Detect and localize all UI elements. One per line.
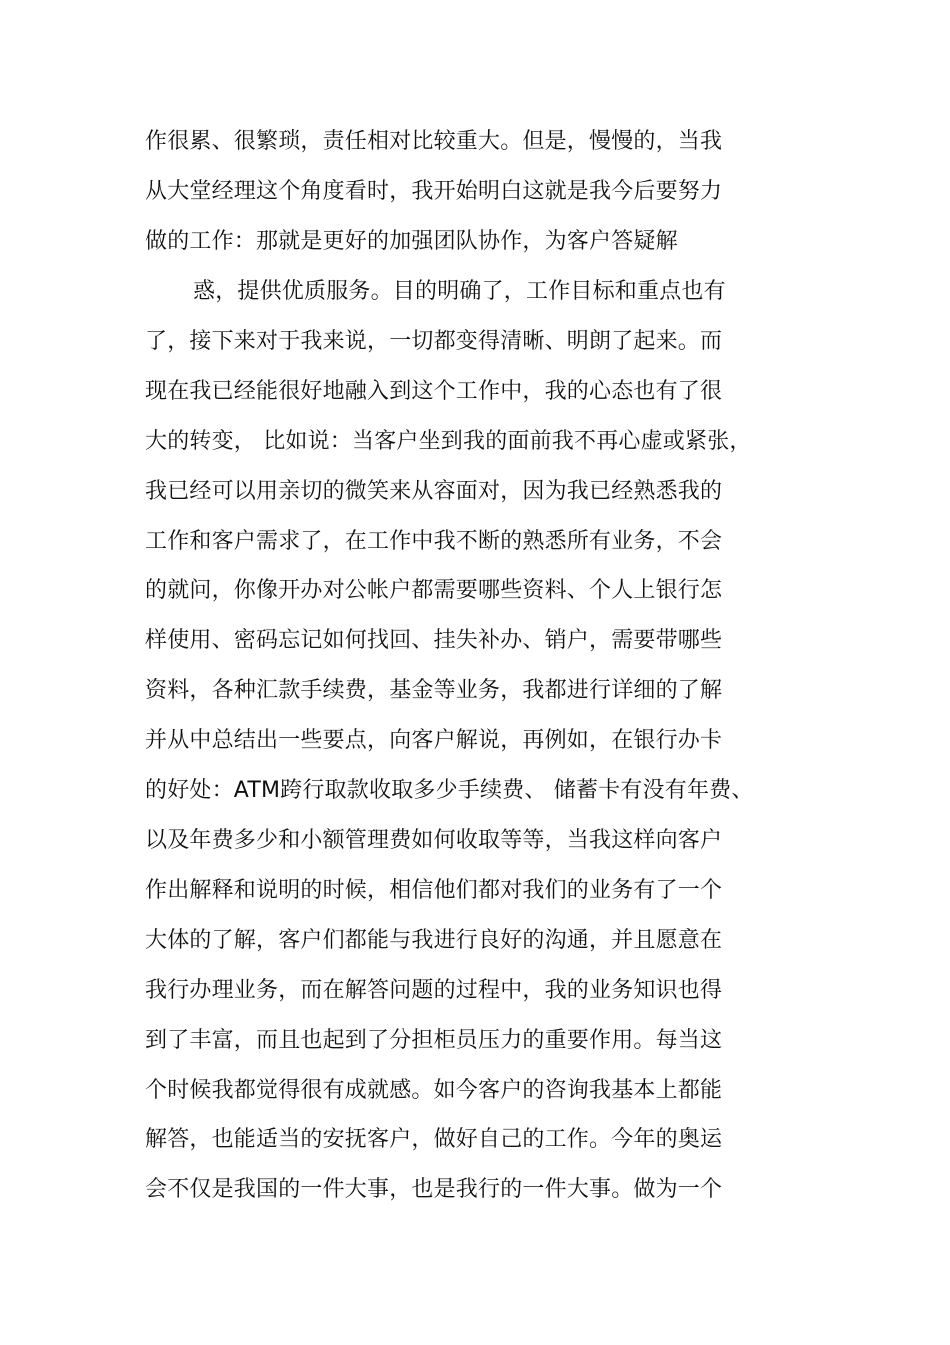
text-line: 资料，各种汇款手续费，基金等业务，我都进行详细的了解: [145, 678, 723, 703]
text-line: 的就问，你像开办对公帐户都需要哪些资料、个人上银行怎: [145, 578, 723, 603]
text-line: 我已经可以用亲切的微笑来从容面对，因为我已经熟悉我的: [145, 479, 723, 504]
text-line: 现在我已经能很好地融入到这个工作中，我的心态也有了很: [145, 379, 723, 404]
text-line: 大的转变， 比如说：当客户坐到我的面前我不再心虚或紧张，: [145, 429, 752, 454]
text-line: 并从中总结出一些要点，向客户解说，再例如，在银行办卡: [145, 728, 723, 753]
text-line: 以及年费多少和小额管理费如何收取等等，当我这样向客户: [145, 828, 723, 853]
text-line: 样使用、密码忘记如何找回、挂失补办、销户，需要带哪些: [145, 628, 723, 653]
text-line: 从大堂经理这个角度看时，我开始明白这就是我今后要努力: [145, 179, 723, 204]
text-line: 到了丰富，而且也起到了分担柜员压力的重要作用。每当这: [145, 1028, 723, 1053]
text-line: 大体的了解，客户们都能与我进行良好的沟通，并且愿意在: [145, 928, 723, 953]
text-line: 了，接下来对于我来说，一切都变得清晰、明朗了起来。而: [145, 329, 723, 354]
text-line: 个时候我都觉得很有成就感。如今客户的咨询我基本上都能: [145, 1078, 723, 1103]
text-line: 解答，也能适当的安抚客户，做好自己的工作。今年的奥运: [145, 1127, 723, 1152]
text-line: 工作和客户需求了，在工作中我不断的熟悉所有业务，不会: [145, 529, 723, 554]
text-line: 的好处：ATM跨行取款收取多少手续费、 储蓄卡有没有年费、: [145, 778, 754, 803]
text-line: 我行办理业务，而在解答问题的过程中，我的业务知识也得: [145, 978, 723, 1003]
text-line: 作出解释和说明的时候，相信他们都对我们的业务有了一个: [145, 878, 723, 903]
text-line: 做的工作：那就是更好的加强团队协作，为客户答疑解: [145, 229, 678, 254]
text-line: 作很累、很繁琐，责任相对比较重大。但是，慢慢的，当我: [145, 129, 723, 154]
text-line: 会不仅是我国的一件大事，也是我行的一件大事。做为一个: [145, 1177, 723, 1202]
text-line: 惑，提供优质服务。目的明确了，工作目标和重点也有: [193, 279, 726, 304]
